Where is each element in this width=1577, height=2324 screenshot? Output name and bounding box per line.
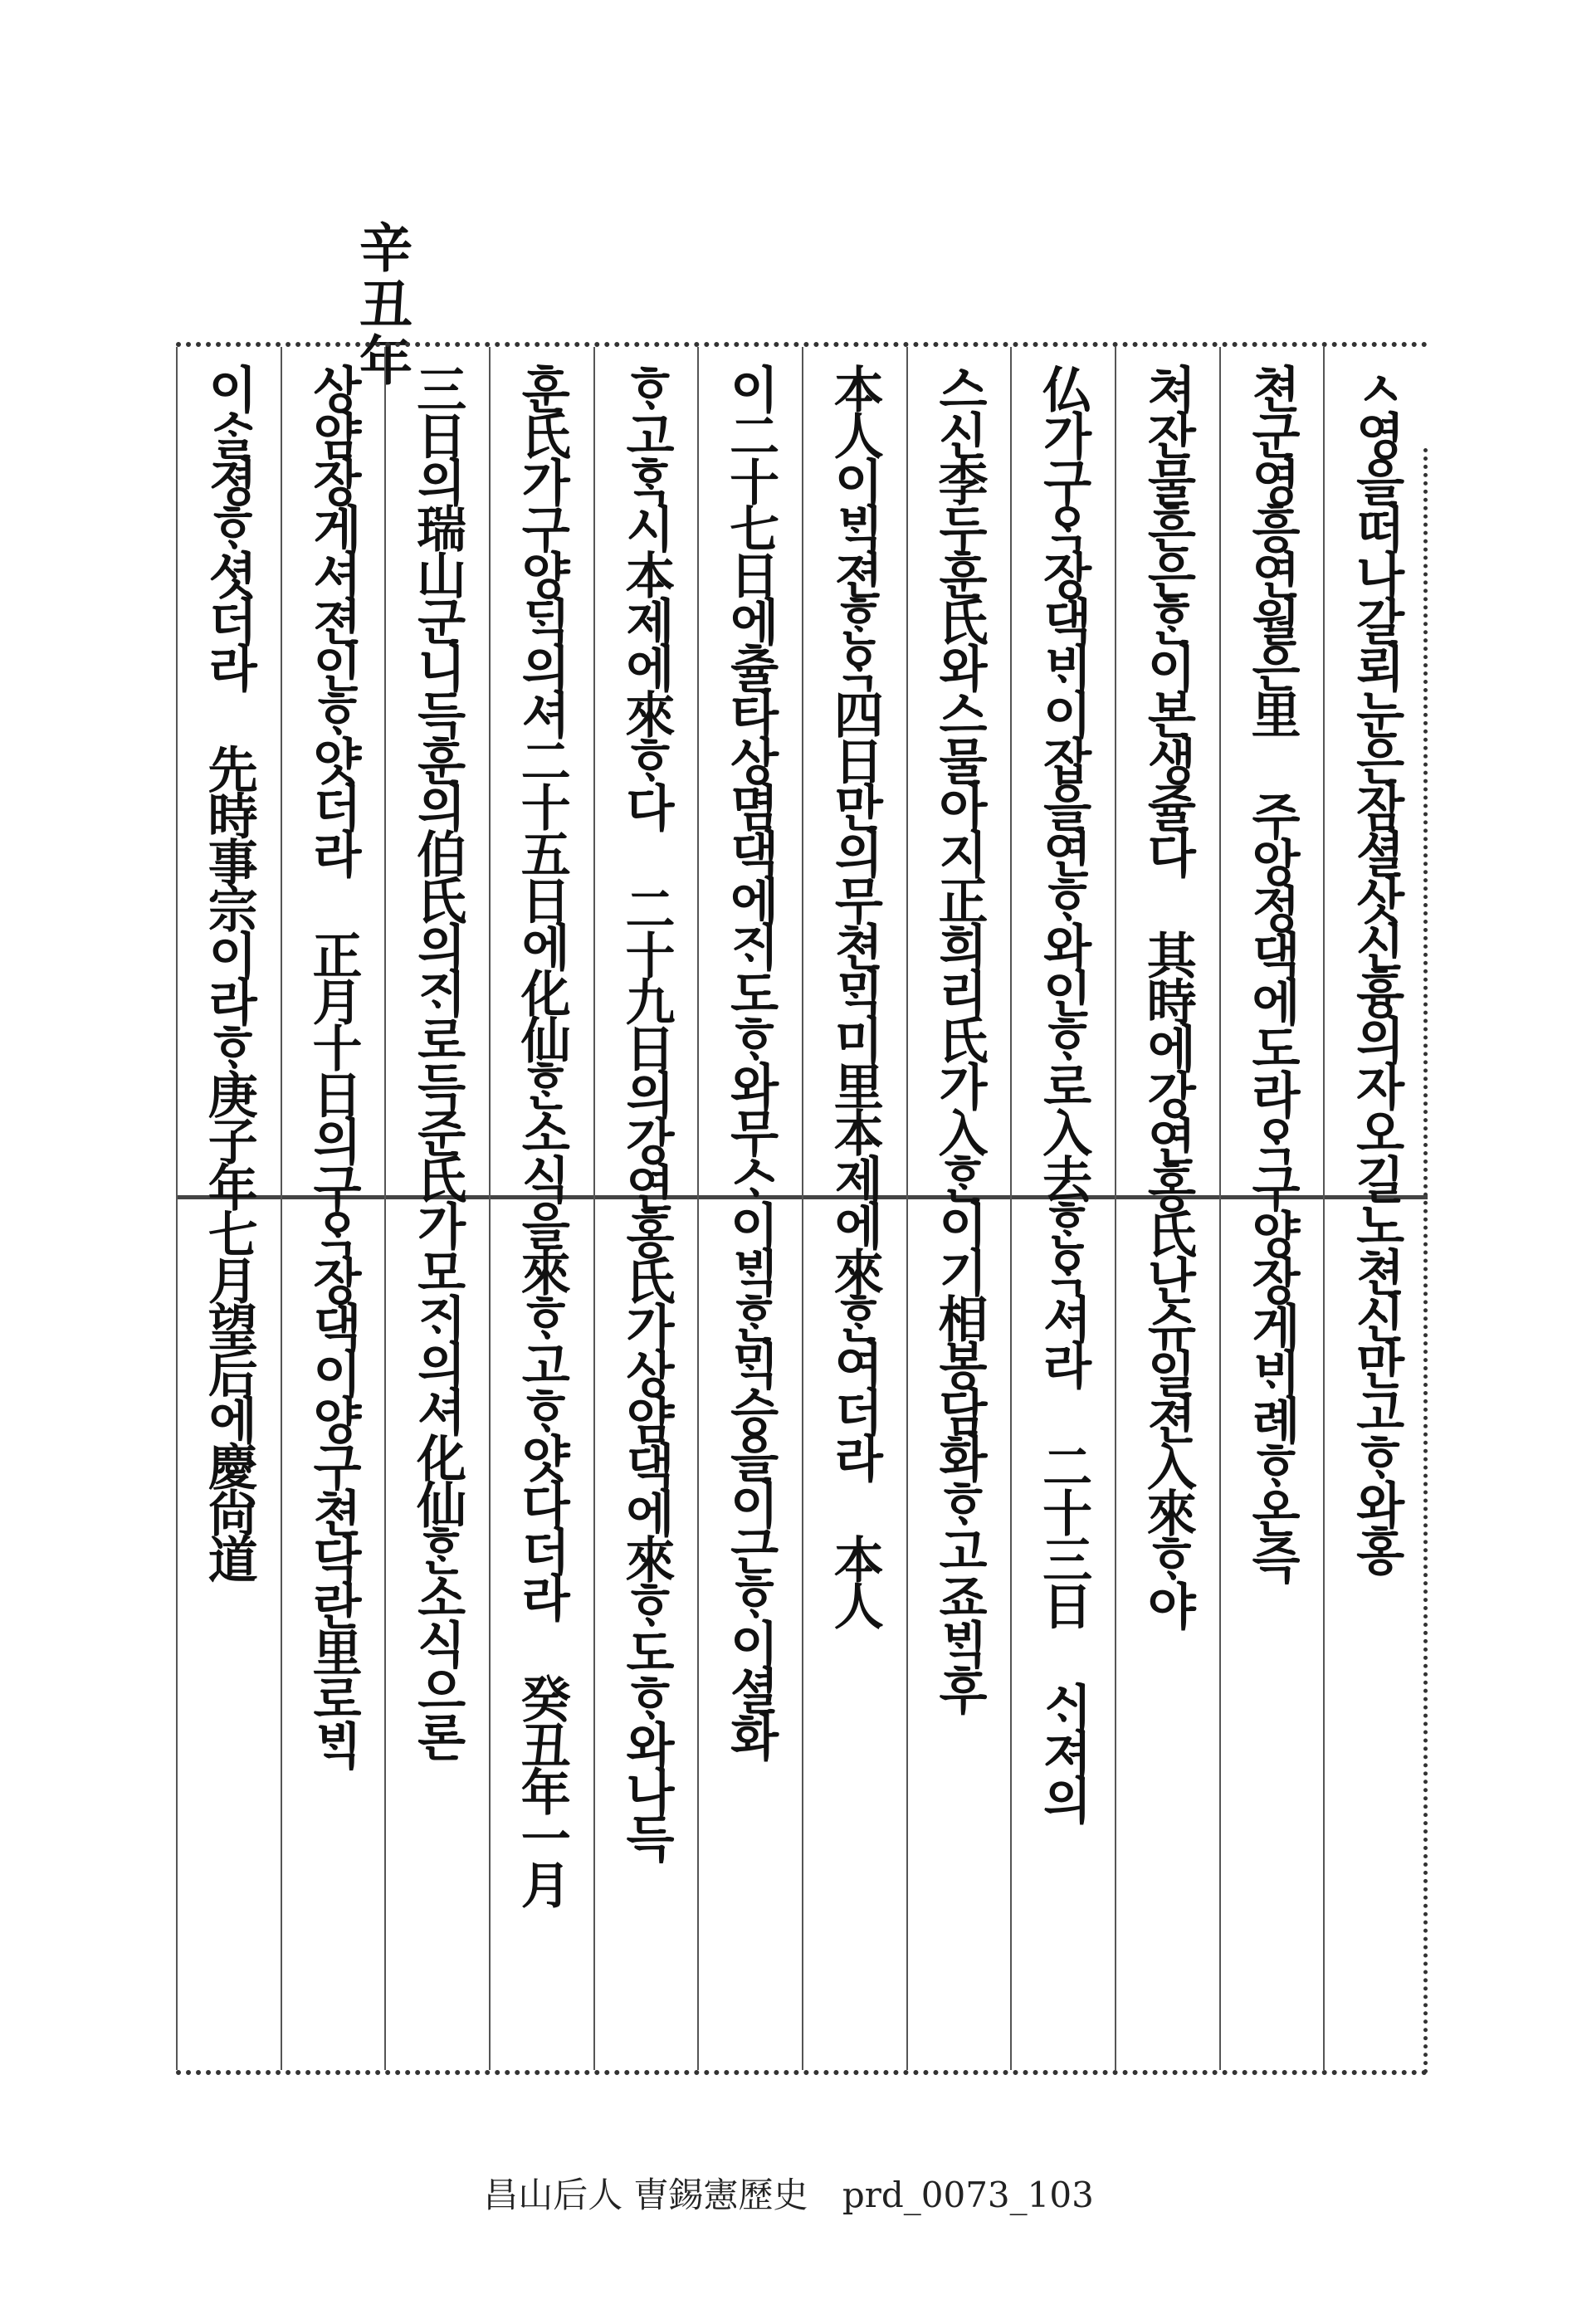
header-note: 辛丑年 [350, 220, 413, 389]
text-column-4 [1010, 347, 1115, 2070]
column-text: 本人이ᄇᆡᆨ젼ᄒᆞᆫᄋᆞᆨ四日만의무쳔ᄆᆡᆨ미里本제에來ᄒᆞᆫ여더라 本人 [825, 364, 884, 1627]
column-text: 이ᄉᆞᆯ졍ᄒᆞ셧더라 先時事宗이라ᄒᆞ庚子年七月望后에慶尙道 [199, 364, 258, 1580]
text-column-7 [697, 347, 802, 2070]
column-text: 쳔군영흥연월은里 주앙정댁에도라ᄋᆞᆨ구양장게ᄇᆡ례ᄒᆞ온즉 [1243, 364, 1301, 1580]
text-column-11 [281, 347, 385, 2070]
column-text: 仏가구ᄋᆞᆨ장댁ᄇᆡ이잡을연ᄒᆞ와인ᄒᆞ로入去ᄒᆞᆫᄋᆞᆨ셔라 二十三日 ᄉᆡ져의 [1034, 364, 1093, 1821]
column-text: 훈氏가구양ᄃᆡᆨ의셔二十五日에化仙ᄒᆞᆫ소식을來ᄒᆞ고ᄒᆞ얏다더라 癸丑年一月 [512, 364, 571, 1906]
text-column-10 [384, 347, 489, 2070]
column-text: 쳐잔물흔은ᄒᆞᆫ이본생쥴다 其時에강연홍氏난슈일젼入來ᄒᆞ야 [1138, 364, 1197, 1627]
column-text: ᄒᆞ고ᄒᆞᆨ시本제에來ᄒᆞ다 二十九日의강연홍氏가상얌댁에來ᄒᆞ도ᄒᆞ와나득 [617, 364, 676, 1859]
footer-code: prd_0073_103 [842, 2175, 1094, 2215]
text-column-2 [1219, 347, 1324, 2070]
text-column-5 [906, 347, 1011, 2070]
text-column-1 [1323, 347, 1428, 2070]
column-text: 이二十七日에츌타상몀댁에ᄌᆡ도ᄒᆞ와무ᄉᆞ이ᄇᆡᆨᄒᆞᆫᄆᆡᆨ승을이근ᄒᆞ이셜화 [721, 364, 780, 1758]
text-column-3 [1115, 347, 1219, 2070]
manuscript-columns [176, 347, 1428, 2070]
text-column-12 [176, 347, 281, 2070]
page-footer [0, 2168, 1577, 2218]
text-column-6 [802, 347, 906, 2070]
footer-title: 昌山后人 曺錫憲歷史 [483, 2175, 808, 2215]
column-text: 상얌장게셔젼인ᄒᆞ얏더라 正月十日의구ᄋᆞᆨ장댁이양구쳔닥란里로ᄇᆡᆨ [304, 364, 363, 1766]
text-column-9 [489, 347, 593, 2070]
column-text: ㅅ영을떠나갈뢰눈은잠셜삿신흉의자오길노쳔신만고ᄒᆞ와홍 [1347, 364, 1406, 1572]
column-text: 스신李두훈氏와스물아지正희리氏가入ᄒᆞᆫ이기相봉담화ᄒᆞ고죠ᄇᆡᆨ후 [930, 364, 989, 1711]
text-column-8 [593, 347, 698, 2070]
column-text: 三日의瑞山군니득훈의伯氏의ᄌᆡ로득준氏가모ᄌᆡ의셔化仙ᄒᆞᆫ소식으론 [408, 364, 467, 1758]
